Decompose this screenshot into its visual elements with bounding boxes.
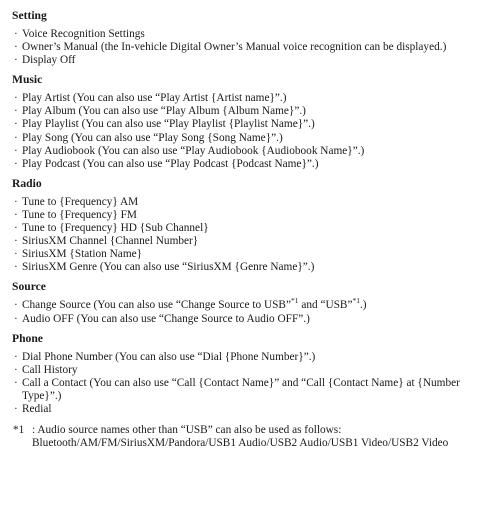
footnote-ref: *1 (352, 296, 360, 306)
command-list (12, 92, 470, 171)
list-item (12, 105, 470, 118)
section-radio (12, 177, 470, 275)
list-item (12, 132, 470, 145)
section-heading: Phone (12, 331, 43, 345)
section-phone (12, 332, 470, 416)
list-item (12, 209, 470, 222)
list-item (12, 248, 470, 261)
bullet: · (14, 92, 18, 105)
bullet: · (14, 195, 18, 208)
item-text: Dial Phone Number (You can also use “Dial {Phone Number}”.) (22, 350, 316, 363)
bullet: · (14, 157, 18, 170)
list-item (12, 403, 470, 416)
bullet: · (14, 363, 18, 376)
list-item (12, 235, 470, 248)
list-item (12, 364, 470, 377)
item-text: SiriusXM {Station Name} (22, 248, 143, 261)
list-item (12, 222, 470, 235)
section-heading: Setting (12, 9, 47, 22)
list-item (12, 118, 470, 131)
command-list (12, 296, 470, 325)
item-text: SiriusXM Channel {Channel Number} (22, 235, 199, 248)
bullet: · (14, 312, 18, 325)
item-text: Tune to {Frequency} HD {Sub Channel} (22, 222, 209, 235)
list-item (12, 54, 470, 67)
list-item (12, 351, 470, 364)
item-text (22, 296, 367, 312)
item-text: Play Podcast (You can also use “Play Podcast {Podcast Name}”.) (22, 157, 319, 170)
section-heading: Radio (12, 176, 42, 190)
item-text: Play Playlist (You can also use “Play Playlist {Playlist Name}”.) (22, 118, 315, 131)
list-item (12, 377, 470, 403)
list-item (12, 313, 470, 326)
bullet: · (14, 41, 18, 54)
bullet: · (14, 376, 18, 389)
bullet: · (14, 248, 18, 261)
item-text: Play Song (You can also use “Play Song {Song Name}”.) (22, 131, 283, 144)
item-text: Call a Contact (You can also use “Call {Contact Name}” and “Call {Contact Name} at {Number Type}”.) (22, 376, 460, 402)
item-text: Audio OFF (You can also use “Change Source to Audio OFF”.) (22, 312, 310, 325)
item-text: Play Artist (You can also use “Play Artist {Artist name}”.) (22, 92, 287, 105)
list-item (12, 261, 470, 274)
item-text: Tune to {Frequency} AM (22, 195, 139, 208)
bullet: · (14, 299, 18, 312)
list-item (12, 28, 470, 41)
item-text-part: .) (359, 299, 367, 312)
list-item (12, 92, 470, 105)
bullet: · (14, 144, 18, 157)
item-text: Play Audiobook (You can also use “Play Audiobook {Audiobook Name}”.) (22, 144, 365, 157)
section-source (12, 280, 470, 325)
command-list (12, 351, 470, 416)
item-text: Owner’s Manual (the In-vehicle Digital Owner’s Manual voice recognition can be displayed.) (22, 41, 447, 54)
item-text: Call History (22, 363, 78, 376)
item-text: Redial (22, 402, 52, 415)
item-text-part: Change Source (You can also use “Change Source to USB” (22, 299, 291, 312)
bullet: · (14, 402, 18, 415)
bullet: · (14, 131, 18, 144)
item-text: Tune to {Frequency} FM (22, 208, 137, 221)
list-item (12, 158, 470, 171)
section-setting (12, 9, 470, 67)
list-item (12, 145, 470, 158)
item-text-part: and “USB” (298, 299, 353, 312)
bullet: · (14, 118, 18, 131)
list-item (12, 41, 470, 54)
footnote (12, 424, 470, 450)
bullet: · (14, 350, 18, 363)
section-heading: Source (12, 280, 46, 294)
bullet: · (14, 235, 18, 248)
footnote-ref: *1 (291, 296, 299, 306)
bullet: · (14, 222, 18, 235)
list-item (12, 196, 470, 209)
bullet: · (14, 208, 18, 221)
bullet: · (14, 261, 18, 274)
footnote-mark: *1 (13, 424, 25, 437)
bullet: · (14, 105, 18, 118)
footnote-text: : Audio source names other than “USB” can also be used as follows: Bluetooth/AM/FM/SiriusXM/Pandora/USB1 Audio/USB2 Audio/USB1 Video/USB2 Video (32, 424, 449, 450)
section-music (12, 73, 470, 171)
item-text: Play Album (You can also use “Play Album {Album Name}”.) (22, 105, 306, 118)
bullet: · (14, 54, 18, 67)
command-list (12, 28, 470, 67)
item-text: Display Off (22, 54, 76, 67)
item-text: Voice Recognition Settings (22, 28, 145, 40)
list-item (12, 296, 470, 312)
section-heading: Music (12, 73, 43, 87)
item-text: SiriusXM Genre (You can also use “SiriusXM {Genre Name}”.) (22, 261, 315, 274)
bullet: · (14, 28, 18, 40)
command-list (12, 196, 470, 275)
